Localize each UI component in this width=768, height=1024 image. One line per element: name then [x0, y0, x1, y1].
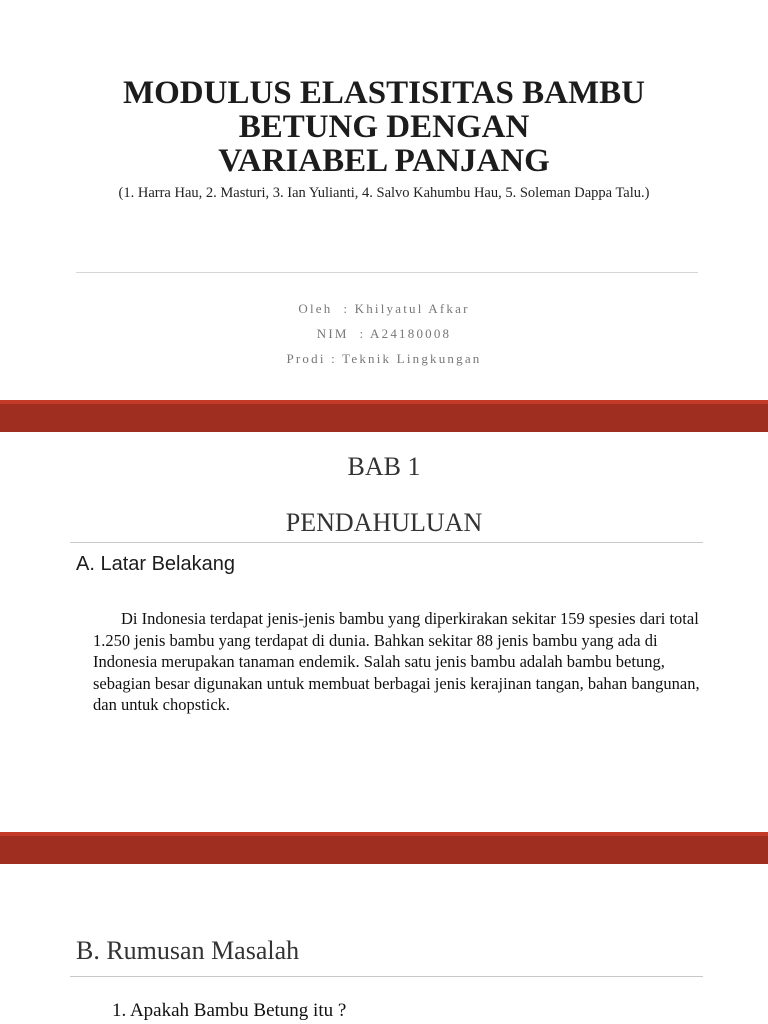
document-title — [40, 76, 728, 178]
section-heading-problem: B. Rumusan Masalah — [76, 936, 300, 965]
slide-problem-statement — [0, 864, 768, 1024]
chapter-label: BAB 1 — [347, 452, 421, 481]
chapter-divider — [70, 542, 703, 543]
chapter-title: PENDAHULUAN — [285, 508, 483, 537]
slide-introduction — [0, 432, 768, 832]
question-item: 1. Apakah Bambu Betung itu ? — [112, 1000, 347, 1021]
slide-title — [0, 0, 768, 400]
title-line-3: VARIABEL PANJANG — [218, 143, 550, 179]
presenter-info — [0, 296, 768, 371]
section-divider — [70, 976, 703, 977]
title-divider — [76, 272, 698, 273]
background-paragraph: Di Indonesia terdapat jenis-jenis bambu yang diperkirakan sekitar 159 spesies dari total 1.250 jenis bambu yang terdapat di dunia. Bahkan sekitar 88 jenis bambu yang ada di Indonesia merupakan tanaman endemik. Salah satu jenis bambu adalah bambu betung, sebagian besar digunakan untuk membuat berbagai jenis kerajinan tangan, bahan bangunan, dan untuk chopstick. — [93, 609, 700, 714]
presenter-nim: NIM : A24180008 — [316, 326, 452, 341]
title-line-2: BETUNG DENGAN — [238, 109, 530, 145]
section-heading-background: A. Latar Belakang — [76, 553, 235, 575]
slide-separator-band — [0, 400, 768, 432]
title-line-1: MODULUS ELASTISITAS BAMBU — [122, 75, 645, 111]
presenter-name: Oleh : Khilyatul Afkar — [298, 301, 470, 316]
presenter-program: Prodi : Teknik Lingkungan — [286, 351, 482, 366]
author-list: (1. Harra Hau, 2. Masturi, 3. Ian Yulianti, 4. Salvo Kahumbu Hau, 5. Soleman Dappa Talu.) — [118, 185, 650, 201]
slide-separator-band — [0, 832, 768, 864]
